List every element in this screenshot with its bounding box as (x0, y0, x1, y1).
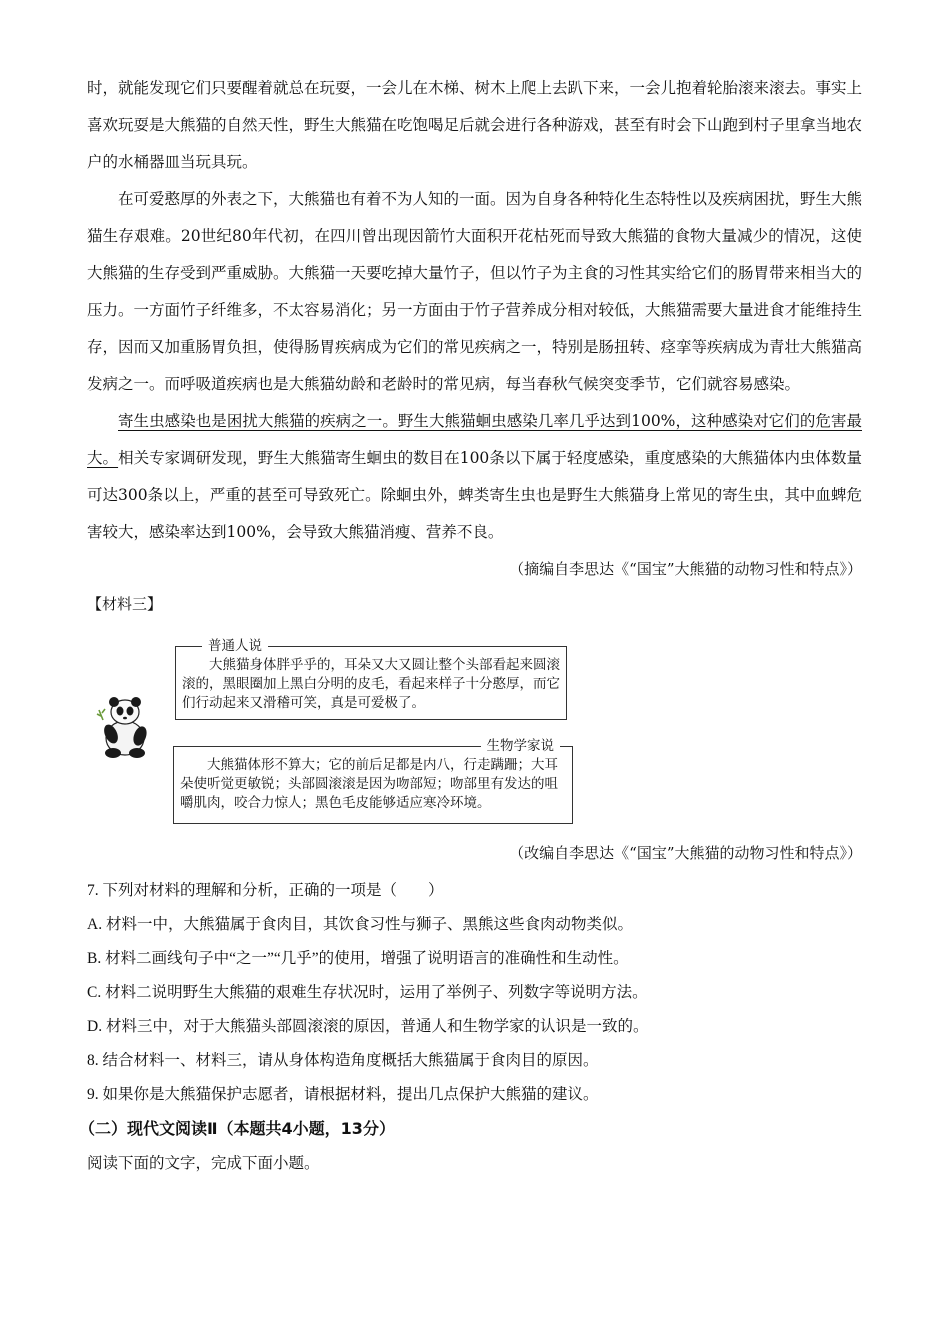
material2-paragraph-2: 在可爱憨厚的外表之下，大熊猫也有着不为人知的一面。因为自身各种特化生态特性以及疾病困扰，野生大熊猫生存艰难。20世纪80年代初，在四川曾出现因箭竹大面积开花枯死而导致大熊猫的食物大量减少的情况，这使大熊猫的生存受到严重威胁。大熊猫一天要吃掉大量竹子，但以竹子为主食的习性其实给它们的肠胃带来相当大的压力。一方面竹子纤维多，不太容易消化；另一方面由于竹子营养成分相对较低，大熊猫需要大量进食才能维持生存，因而又加重肠胃负担，使得肠胃疾病成为它们的常见疾病之一，特别是肠扭转、痉挛等疾病成为青壮大熊猫高发病之一。而呼吸道疾病也是大熊猫幼龄和老龄时的常见病，每当春秋气候突变季节，它们就容易感染。 (87, 190, 863, 393)
material3-figure (87, 618, 862, 823)
common-people-box (175, 638, 567, 720)
page-content (79, 70, 863, 1180)
question-8: 8. 结合材料一、材料三，请从身体构造角度概括大熊猫属于食肉目的原因。 (87, 1052, 599, 1069)
panda-icon (95, 690, 151, 760)
section-heading: （二）现代文阅读Ⅱ（本题共4小题，13分） (79, 1119, 395, 1138)
material3-title: 【材料三】 (87, 595, 163, 613)
question-7: 7. 下列对材料的理解和分析，正确的一项是（ ） (87, 882, 444, 899)
box1-label: 普通人说 (202, 636, 268, 656)
material2-paragraph-1: 时，就能发现它们只要醒着就总在玩耍，一会儿在木梯、树木上爬上去趴下来，一会儿抱着轮胎滚来滚去。事实上喜欢玩耍是大熊猫的自然天性，野生大熊猫在吃饱喝足后就会进行各种游戏，甚至有时会下山跑到村子里拿当地农户的水桶器皿当玩具玩。 (87, 79, 863, 171)
paragraph-3-rest: 相关专家调研发现，野生大熊猫寄生蛔虫的数目在100条以下属于轻度感染，重度感染的大熊猫体内虫体数量可达300条以上，严重的甚至可导致死亡。除蛔虫外，蜱类寄生虫也是野生大熊猫身上常见的寄生虫，其中血蜱危害较大，感染率达到100%，会导致大熊猫消瘦、营养不良。 (87, 449, 862, 541)
question-list (87, 874, 862, 1112)
option-d: D. 材料三中，对于大熊猫头部圆滚滚的原因，普通人和生物学家的认识是一致的。 (87, 1018, 649, 1035)
question-9: 9. 如果你是大熊猫保护志愿者，请根据材料，提出几点保护大熊猫的建议。 (87, 1086, 599, 1103)
box2-label: 生物学家说 (481, 736, 561, 756)
section-instruction: 阅读下面的文字，完成下面小题。 (87, 1154, 320, 1172)
option-a: A. 材料一中，大熊猫属于食肉目，其饮食习性与狮子、黑熊这些食肉动物类似。 (87, 916, 633, 933)
option-c: C. 材料二说明野生大熊猫的艰难生存状况时，运用了举例子、列数字等说明方法。 (87, 984, 648, 1001)
material3-source: （改编自李思达《“国宝”大熊猫的动物习性和特点》） (509, 844, 862, 862)
option-b: B. 材料二画线句子中“之一”“几乎”的使用，增强了说明语言的准确性和生动性。 (87, 950, 629, 967)
material2-paragraph-3 (87, 403, 862, 551)
box1-text: 大熊猫身体胖乎乎的，耳朵又大又圆让整个头部看起来圆滚滚的，黑眼圈加上黑白分明的皮毛，看起来样子十分憨厚，而它们行动起来又滑稽可笑，真是可爱极了。 (182, 657, 560, 711)
material2-source: （摘编自李思达《“国宝”大熊猫的动物习性和特点》） (509, 560, 862, 578)
box2-text: 大熊猫体形不算大；它的前后足都是内八，行走蹒跚；大耳朵使听觉更敏锐；头部圆滚滚是因为吻部短；吻部里有发达的咀嚼肌肉，咬合力惊人；黑色毛皮能够适应寒冷环境。 (180, 757, 558, 811)
underlined-sentence: 寄生虫感染也是困扰大熊猫的疾病之一。野生大熊猫蛔虫感染几率几乎达到100%，这种感染对它们的危害最大。 (87, 412, 862, 467)
biologist-box (173, 738, 573, 824)
